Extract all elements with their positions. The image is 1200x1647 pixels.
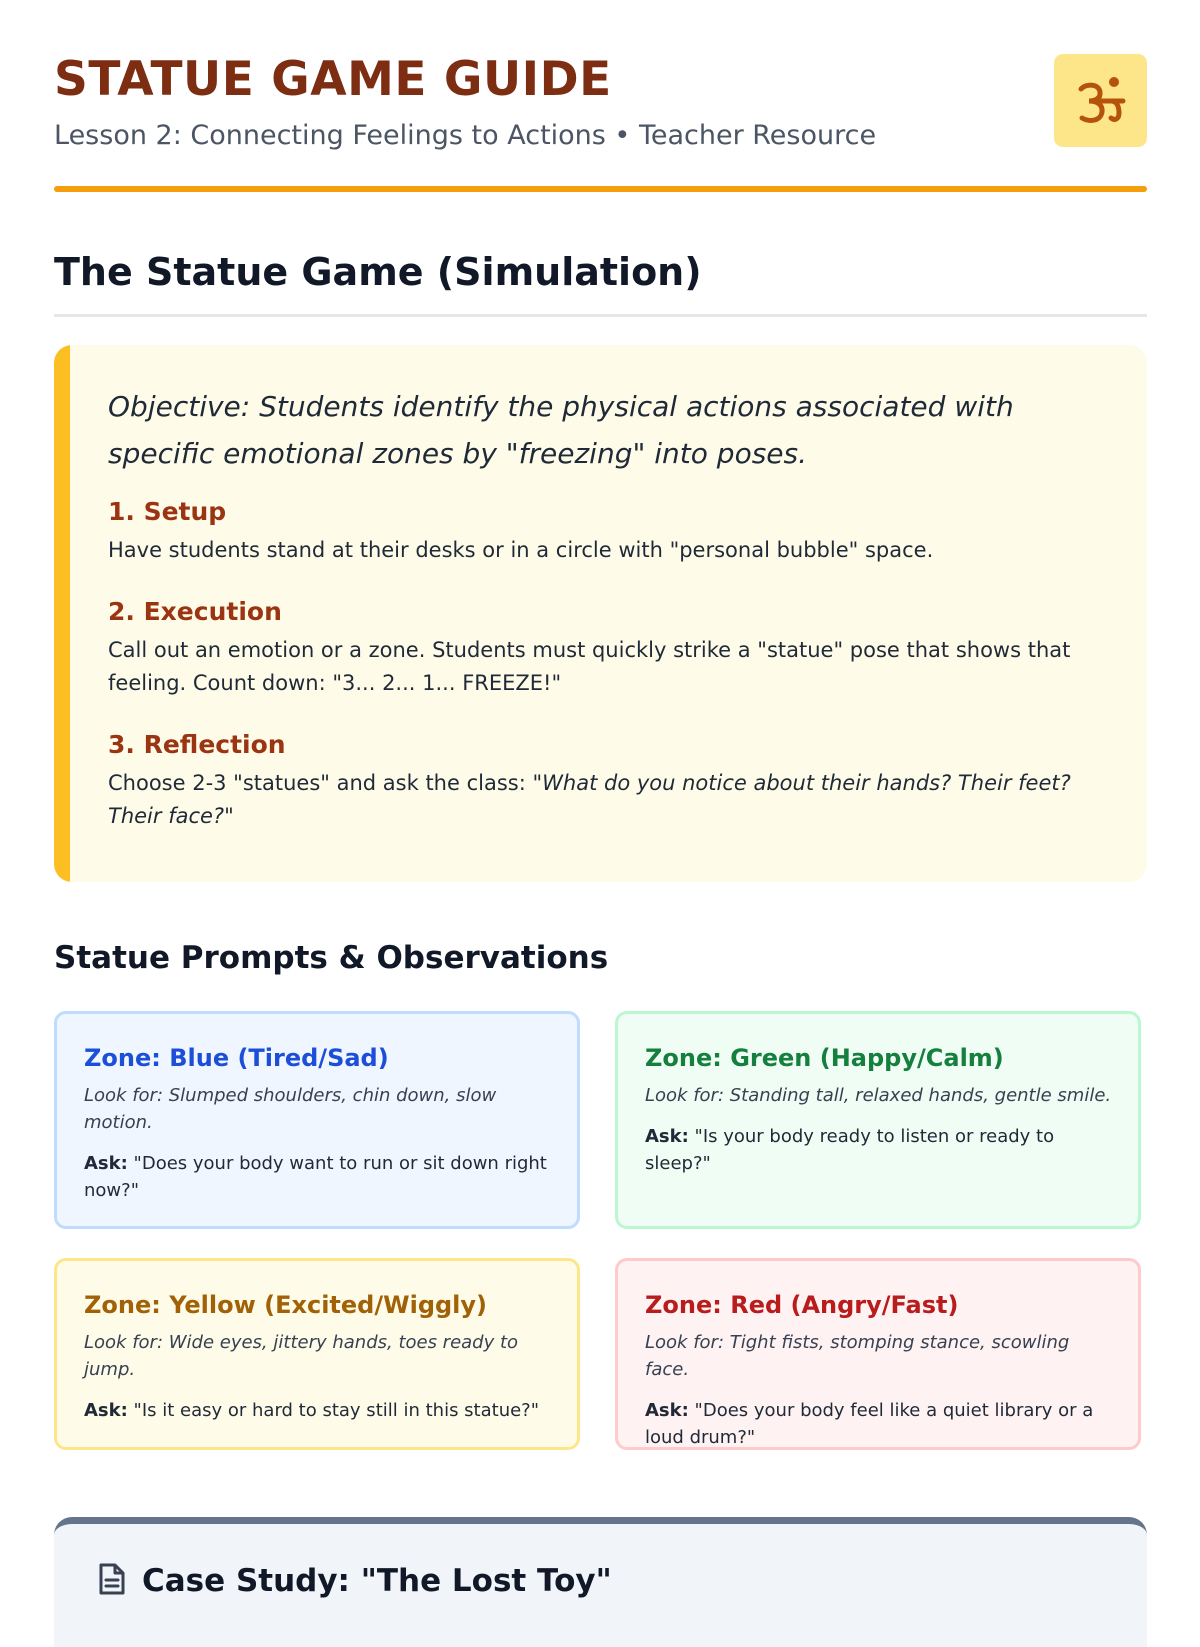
case-study-title: Case Study: "The Lost Toy" [142,1563,612,1599]
zone-card-blue [54,1011,580,1229]
page-subtitle: Lesson 2: Connecting Feelings to Actions • Teacher Resource [54,120,877,151]
zone-blue-look-for: Look for: Slumped shoulders, chin down, slow motion. [84,1085,497,1133]
prompts-title: Statue Prompts & Observations [54,940,609,976]
zone-red-title: Zone: Red (Angry/Fast) [645,1291,959,1319]
section-divider [54,314,1147,317]
zone-yellow-question: "Is it easy or hard to stay still in this statue?" [127,1400,540,1421]
step-setup-body: Have students stand at their desks or in a circle with "personal bubble" space. [108,538,934,562]
step-setup-heading: 1. Setup [108,497,227,526]
step-reflection-heading: 3. Reflection [108,730,286,759]
ask-label: Ask: [84,1153,128,1174]
zone-yellow-title: Zone: Yellow (Excited/Wiggly) [84,1291,488,1319]
section-title: The Statue Game (Simulation) [54,250,702,294]
guide-header [54,0,1147,194]
step-reflection-body [108,767,1108,833]
objective-accent-bar [54,345,70,882]
zone-red-question: "Does your body feel like a quiet library or a loud drum?" [645,1400,1094,1448]
ask-label: Ask: [645,1400,689,1421]
accessibility-logo [1054,54,1147,147]
zone-green-ask [645,1123,1112,1177]
step-execution-heading: 2. Execution [108,597,282,626]
zone-card-green [615,1011,1141,1229]
objective-panel [54,345,1147,882]
page-title: STATUE GAME GUIDE [54,52,612,107]
ask-label: Ask: [645,1126,689,1147]
ask-label: Ask: [84,1400,128,1421]
document-icon [98,1562,126,1600]
zone-green-title: Zone: Green (Happy/Calm) [645,1044,1004,1072]
zone-green-look-for: Look for: Standing tall, relaxed hands, gentle smile. [645,1085,1112,1106]
case-study-panel [54,1517,1147,1647]
zone-card-red [615,1258,1141,1450]
accessibility-icon [1073,73,1129,129]
zone-card-yellow [54,1258,580,1450]
zone-blue-ask [84,1150,551,1204]
case-study-heading [98,1562,612,1600]
zone-red-ask [645,1397,1112,1451]
zone-blue-question: "Does your body want to run or sit down right now?" [84,1153,547,1201]
zone-green-question: "Is your body ready to listen or ready to sleep?" [645,1126,1055,1174]
objective-text: Objective: Students identify the physical actions associated with specific emotional zones by "freezing" into poses. [108,390,1014,470]
zone-yellow-ask [84,1397,551,1424]
reflection-quote: "What do you notice about their hands? Their feet? Their face?" [108,771,1071,828]
step-execution-body: Call out an emotion or a zone. Students must quickly strike a "statue" pose that shows that feeling. Count down: "3... 2... 1... FREEZE!" [108,638,1071,695]
header-divider [54,186,1147,192]
zone-yellow-look-for: Look for: Wide eyes, jittery hands, toes ready to jump. [84,1332,519,1380]
zone-red-look-for: Look for: Tight fists, stomping stance, scowling face. [645,1332,1070,1380]
guide-page [54,0,1147,1599]
zone-blue-title: Zone: Blue (Tired/Sad) [84,1044,389,1072]
reflection-instruction: Choose 2-3 "statues" and ask the class: [108,771,533,795]
